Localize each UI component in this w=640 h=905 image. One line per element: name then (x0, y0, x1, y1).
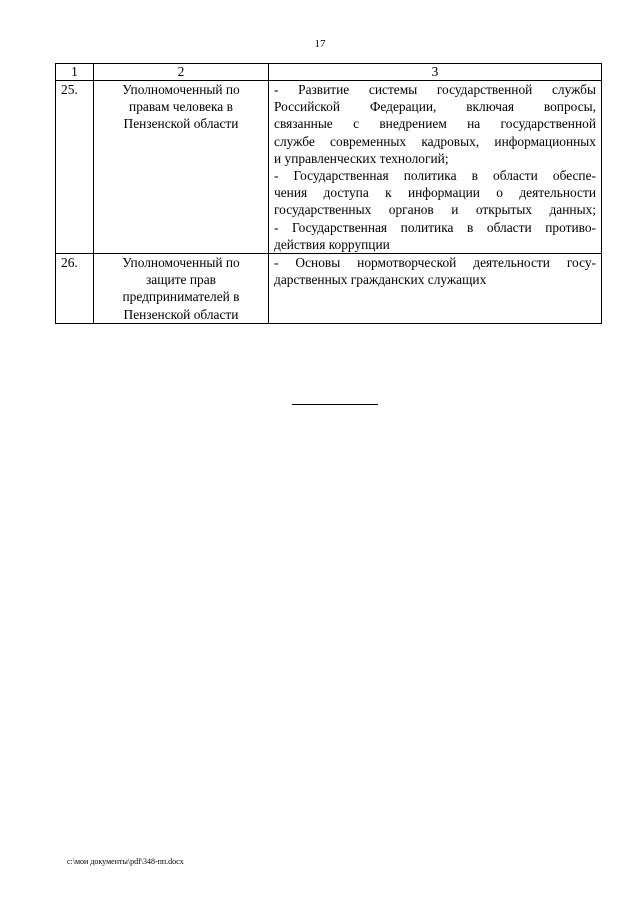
description-line: - Государственная политика в области обеспе- (274, 168, 596, 184)
official-title (94, 81, 269, 254)
description-line: - Государственная политика в области противо- (274, 219, 596, 235)
official-title (94, 254, 269, 324)
page-number: 17 (314, 38, 326, 50)
column-header-3: 3 (269, 64, 602, 81)
official-title-line: защите прав (146, 272, 216, 288)
official-title-line: Уполномоченный по (122, 255, 240, 271)
table-row (56, 81, 602, 254)
row-number: 26. (56, 254, 94, 324)
official-title-line: предпринимателей в (122, 289, 240, 305)
description-line: - Основы нормотворческой деятельности госу- (274, 255, 596, 271)
official-title-line: Уполномоченный по (122, 82, 240, 97)
official-title-line: Пензенской области (123, 306, 239, 322)
description-line: дарственных гражданских служащих (274, 272, 487, 288)
file-path-footer: c:\мои документы\pdf\348-пп.docx (67, 857, 184, 866)
description-line: государственных органов и открытых данных; (274, 202, 596, 218)
official-title-line: правам человека в (129, 99, 233, 115)
column-header-2: 2 (94, 64, 269, 81)
description-line: и управленческих технологий; (274, 150, 449, 166)
table-header-row (56, 64, 602, 81)
official-title-line: Пензенской области (123, 116, 239, 132)
row-number: 25. (56, 81, 94, 254)
functions-table (55, 63, 602, 324)
description-line: связанные с внедрением на государственной (274, 116, 596, 132)
description-line: службе современных кадровых, информационных (274, 133, 596, 149)
description-line: - Развитие системы государственной службы (274, 82, 596, 97)
end-divider-line (292, 404, 378, 405)
responsibility-description (269, 81, 602, 254)
description-line: действия коррупции (274, 236, 390, 252)
description-line: чения доступа к информации о деятельности (274, 185, 596, 201)
column-header-1: 1 (56, 64, 94, 81)
description-line: Российской Федерации, включая вопросы, (274, 99, 596, 115)
table-row (56, 254, 602, 324)
responsibility-description (269, 254, 602, 324)
